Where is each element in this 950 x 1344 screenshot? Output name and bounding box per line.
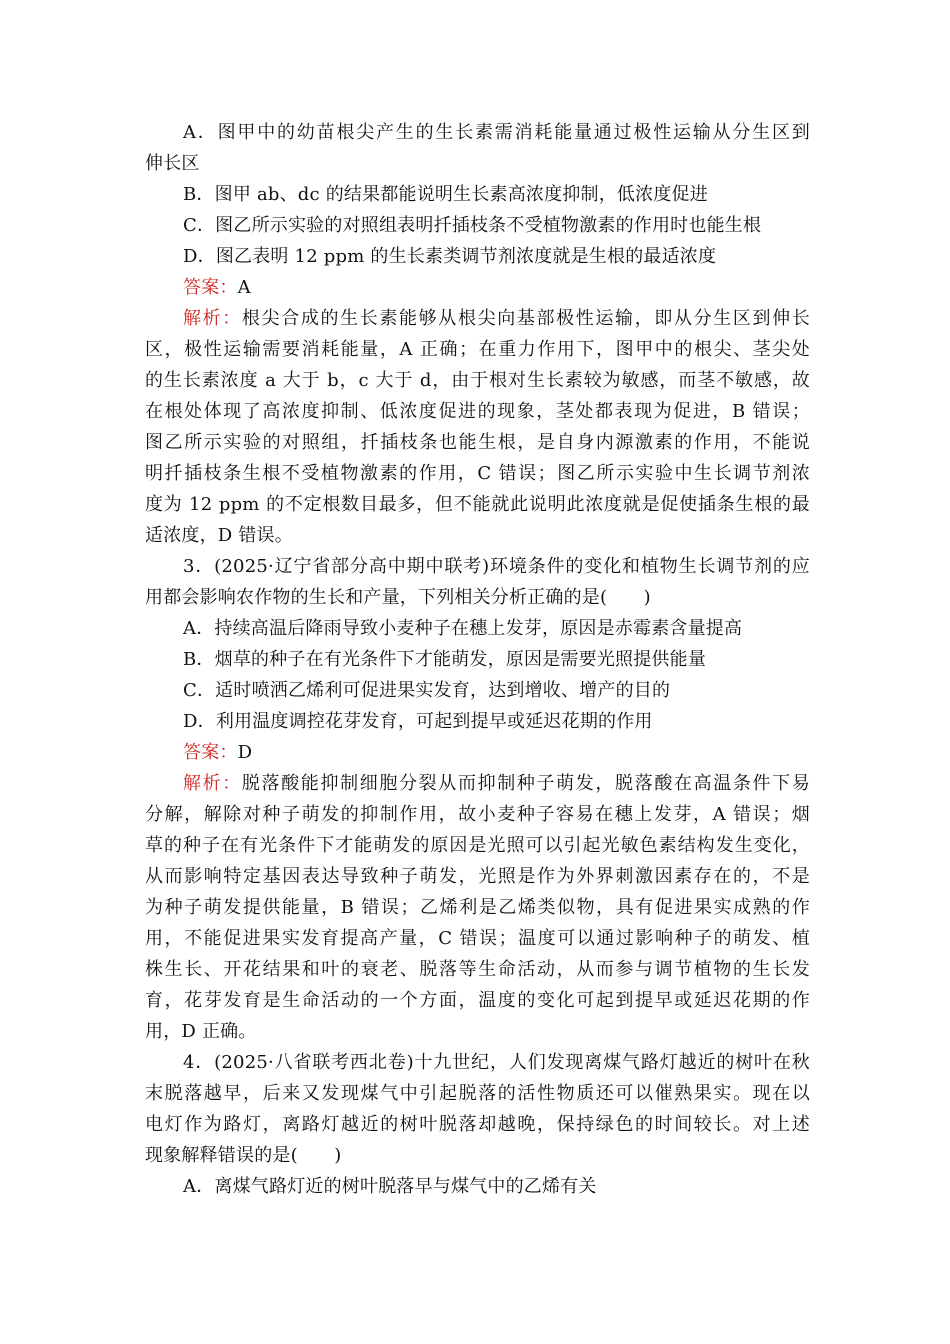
- q3-analysis-label: 解析：: [183, 773, 242, 794]
- q3-analysis-line: 株生长、开花结果和叶的衰老、脱落等生命活动，从而参与调节植物的生长发: [145, 959, 810, 980]
- q3-analysis-text: 脱落酸能抑制细胞分裂从而抑制种子萌发，脱落酸在高温条件下易: [241, 773, 810, 794]
- q3-stem-line1: 3．(2025·辽宁省部分高中期中联考)环境条件的变化和植物生长调节剂的应: [183, 556, 810, 577]
- q2-analysis-line: 图乙所示实验的对照组，扦插枝条也能生根，是自身内源激素的作用，不能说: [145, 432, 810, 453]
- q3-stem-line2: 用都会影响农作物的生长和产量，下列相关分析正确的是( ): [145, 587, 651, 608]
- q3-option-d: D．利用温度调控花芽发育，可起到提早或延迟花期的作用: [183, 711, 653, 732]
- q2-answer-value: A: [237, 277, 251, 298]
- q2-analysis-text: 根尖合成的生长素能够从根尖向基部极性运输，即从分生区到伸长: [241, 308, 810, 329]
- q3-analysis-line: 用，D 正确。: [145, 1021, 257, 1042]
- q4-stem-line: 4．(2025·八省联考西北卷)十九世纪，人们发现离煤气路灯越近的树叶在秋: [183, 1052, 810, 1073]
- q2-analysis-line: 明扦插枝条生根不受植物激素的作用，C 错误；图乙所示实验中生长调节剂浓: [145, 463, 810, 484]
- q2-option-c: C．图乙所示实验的对照组表明扦插枝条不受植物激素的作用时也能生根: [183, 215, 762, 236]
- q3-analysis-line: [145, 768, 810, 799]
- q3-option-a: A．持续高温后降雨导致小麦种子在穗上发芽，原因是赤霉素含量提高: [183, 618, 743, 639]
- q3-analysis-line: 草的种子在有光条件下才能萌发的原因是光照可以引起光敏色素结构发生变化，: [145, 835, 810, 856]
- q3-answer-label: 答案：: [183, 742, 238, 763]
- q3-option-b: B．烟草的种子在有光条件下才能萌发，原因是需要光照提供能量: [183, 649, 707, 670]
- q4-stem-line: 现象解释错误的是( ): [145, 1145, 342, 1166]
- q2-analysis-line: 的生长素浓度 a 大于 b，c 大于 d，由于根对生长素较为敏感，而茎不敏感，故: [145, 370, 810, 391]
- q3-analysis-line: 育，花芽发育是生命活动的一个方面，温度的变化可起到提早或延迟花期的作: [145, 990, 810, 1011]
- q4-stem-line: 末脱落越早，后来又发现煤气中引起脱落的活性物质还可以催熟果实。现在以: [145, 1083, 810, 1104]
- q2-analysis-line: [145, 303, 810, 334]
- q3-option-c: C．适时喷洒乙烯利可促进果实发育，达到增收、增产的目的: [183, 680, 671, 701]
- q2-analysis-line: 区，极性运输需要消耗能量，A 正确；在重力作用下，图甲中的根尖、茎尖处: [145, 339, 810, 360]
- q2-option-a-line1: A．图甲中的幼苗根尖产生的生长素需消耗能量通过极性运输从分生区到: [183, 122, 810, 143]
- q2-answer: [145, 272, 810, 303]
- q2-analysis-line: 适浓度，D 错误。: [145, 525, 293, 546]
- q3-analysis-line: 从而影响特定基因表达导致种子萌发，光照是作为外界刺激因素存在的，不是: [145, 866, 810, 887]
- q3-analysis-line: 用，不能促进果实发育提高产量，C 错误；温度可以通过影响种子的萌发、植: [145, 928, 810, 949]
- q3-answer: [145, 737, 810, 768]
- q4-stem-line: 电灯作为路灯，离路灯越近的树叶脱落却越晚，保持绿色的时间较长。对上述: [145, 1114, 810, 1135]
- q2-analysis-line: 度为 12 ppm 的不定根数目最多，但不能就此说明此浓度就是促使插条生根的最: [145, 494, 810, 515]
- document-page: [145, 117, 810, 1202]
- q3-analysis-line: 为种子萌发提供能量，B 错误；乙烯利是乙烯类似物，具有促进果实成熟的作: [145, 897, 810, 918]
- q4-option-a: A．离煤气路灯近的树叶脱落早与煤气中的乙烯有关: [183, 1176, 597, 1197]
- q2-analysis-label: 解析：: [183, 308, 242, 329]
- q2-option-d: D．图乙表明 12 ppm 的生长素类调节剂浓度就是生根的最适浓度: [183, 246, 717, 267]
- q2-analysis-line: 在根处体现了高浓度抑制、低浓度促进的现象，茎处都表现为促进，B 错误；: [145, 401, 810, 422]
- q2-answer-label: 答案：: [183, 277, 238, 298]
- q3-answer-value: D: [237, 742, 253, 763]
- q2-option-b: B．图甲 ab、dc 的结果都能说明生长素高浓度抑制，低浓度促进: [183, 184, 708, 205]
- q2-option-a-line2: 伸长区: [145, 153, 200, 174]
- q3-analysis-line: 分解，解除对种子萌发的抑制作用，故小麦种子容易在穗上发芽，A 错误；烟: [145, 804, 810, 825]
